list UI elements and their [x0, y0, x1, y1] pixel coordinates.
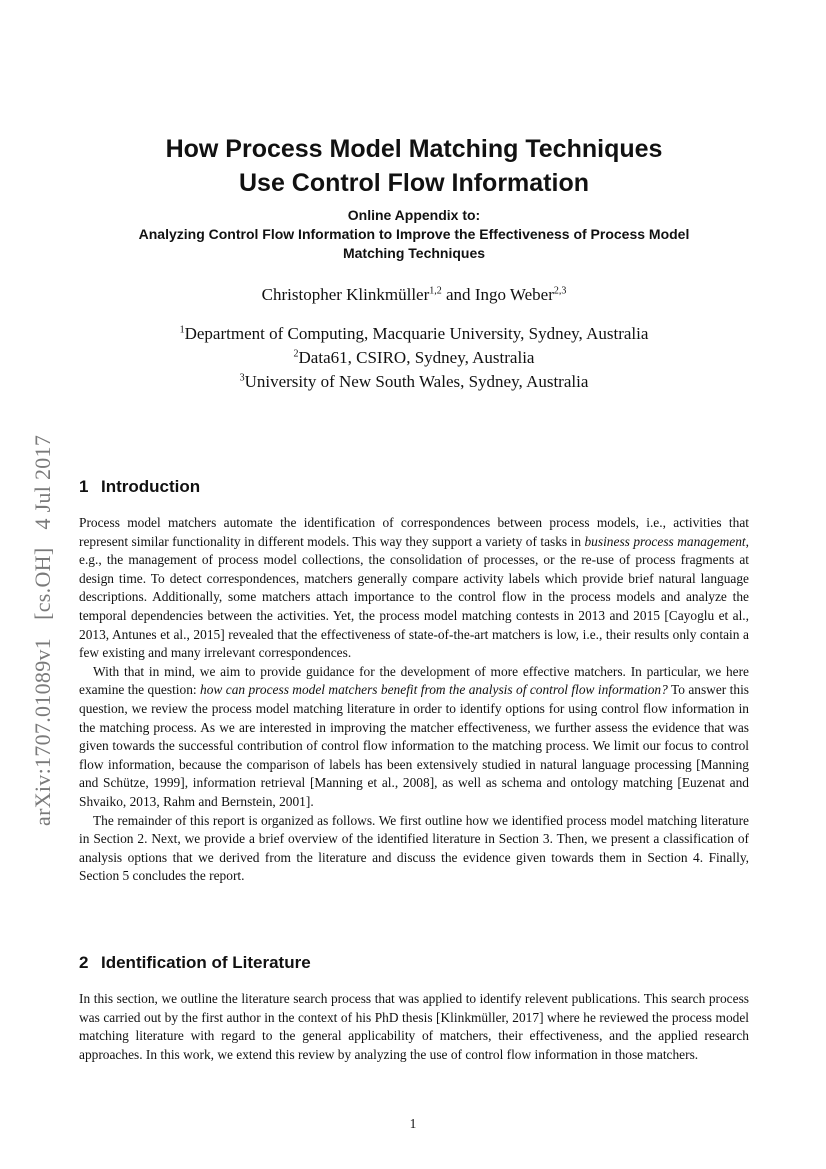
page-number: 1	[409, 1116, 417, 1131]
literature-body	[79, 990, 749, 1064]
paper-subtitle	[80, 206, 748, 263]
author-list	[80, 284, 748, 306]
paper-title	[80, 132, 748, 200]
paragraph: In this section, we outline the literature search process that was applied to identify relevent publications. This search process was carried out by the first author in the context of his PhD thesis [Klinkmüller, 2017] where he reviewed the process model matching literature with regard to the general applicability of matchers, their effectiveness, and the applied research approaches. In this work, we extend this review by analyzing the use of control flow information in those matchers.	[79, 991, 749, 1062]
affiliation	[80, 322, 748, 346]
arxiv-date: 4 Jul 2017	[30, 434, 55, 530]
section-title: Introduction	[101, 477, 201, 496]
affiliation	[80, 370, 748, 394]
paragraph: Process model matchers automate the identification of correspondences between process models, i.e., activities that represent similar functionality in different models. This way they support a variety of tasks in business process management, e.g., the management of process model collections, the consolidation of processes, or the re-use of process fragments at design time. To detect correspondences, matchers generally compare activity labels which provide brief natural language descriptions. Additionally, some matchers attach importance to the control flow in the process models and analyze the temporal dependencies between the activities. Yet, the process model matching contests in 2013 and 2015 [Cayoglu et al., 2013, Antunes et al., 2015] revealed that the effectiveness of state-of-the-art matchers is low, i.e., their results only contain a few existing and many irrelevant correspondences.	[79, 515, 749, 661]
section-heading-literature	[79, 953, 311, 973]
introduction-body	[79, 514, 749, 886]
emphasis: business process management	[584, 533, 746, 549]
affiliation-mark: 1	[179, 324, 185, 336]
paragraph: The remainder of this report is organized as follows. We first outline how we identified process model matching literature in Section 2. Next, we provide a brief overview of the identified literature in Section 3. Then, we present a classification of analysis options that we derived from the literature and discuss the evidence given towards them in Section 4. Finally, Section 5 concludes the report.	[79, 812, 749, 884]
affiliation-text: University of New South Wales, Sydney, Australia	[244, 372, 589, 391]
title-line-2: Use Control Flow Information	[239, 169, 589, 197]
subtitle-line-1: Online Appendix to:	[347, 207, 481, 223]
author-affiliation-mark: 1,2	[429, 285, 442, 297]
section-number: 2	[79, 953, 89, 972]
affiliation-list	[80, 322, 748, 394]
affiliation	[80, 346, 748, 370]
author-affiliation-mark: 2,3	[553, 285, 567, 297]
arxiv-category: [cs.OH]	[30, 547, 55, 620]
author-name: Ingo Weber	[474, 285, 554, 304]
subtitle-line-3: Matching Techniques	[342, 245, 486, 261]
section-number: 1	[79, 477, 89, 496]
paragraph: With that in mind, we aim to provide guidance for the development of more effective matchers. In particular, we here examine the question: how can process model matchers benefit from the analysis of control flow information? To answer this question, we review the process model matching literature in order to identify options for using control flow information in the matching process. As we are interested in improving the matcher effectiveness, we further assess the evidence that was given towards the successful contribution of control flow information to the matching process. We limit our focus to control flow information, because the comparison of labels has been extensively studied in natural language processing [Manning and Schütze, 1999], information retrieval [Manning et al., 2008], as well as schema and ontology matching [Euzenat and Shvaiko, 2013, Rahm and Bernstein, 2001].	[79, 663, 749, 809]
author-conjunction: and	[441, 285, 475, 304]
affiliation-mark: 2	[293, 348, 299, 360]
affiliation-text: Data61, CSIRO, Sydney, Australia	[298, 348, 535, 367]
section-heading-introduction	[79, 477, 200, 497]
title-line-1: How Process Model Matching Techniques	[165, 135, 663, 163]
affiliation-mark: 3	[239, 372, 245, 384]
subtitle-line-2: Analyzing Control Flow Information to Improve the Effectiveness of Process Model	[138, 226, 690, 242]
author-name: Christopher Klinkmüller	[261, 285, 430, 304]
affiliation-text: Department of Computing, Macquarie University, Sydney, Australia	[184, 324, 649, 343]
section-title: Identification of Literature	[101, 953, 311, 972]
arxiv-id: arXiv:1707.01089v1	[30, 637, 55, 826]
emphasis: how can process model matchers benefit from the analysis of control flow information?	[200, 682, 668, 698]
arxiv-identifier[interactable]	[30, 435, 56, 826]
